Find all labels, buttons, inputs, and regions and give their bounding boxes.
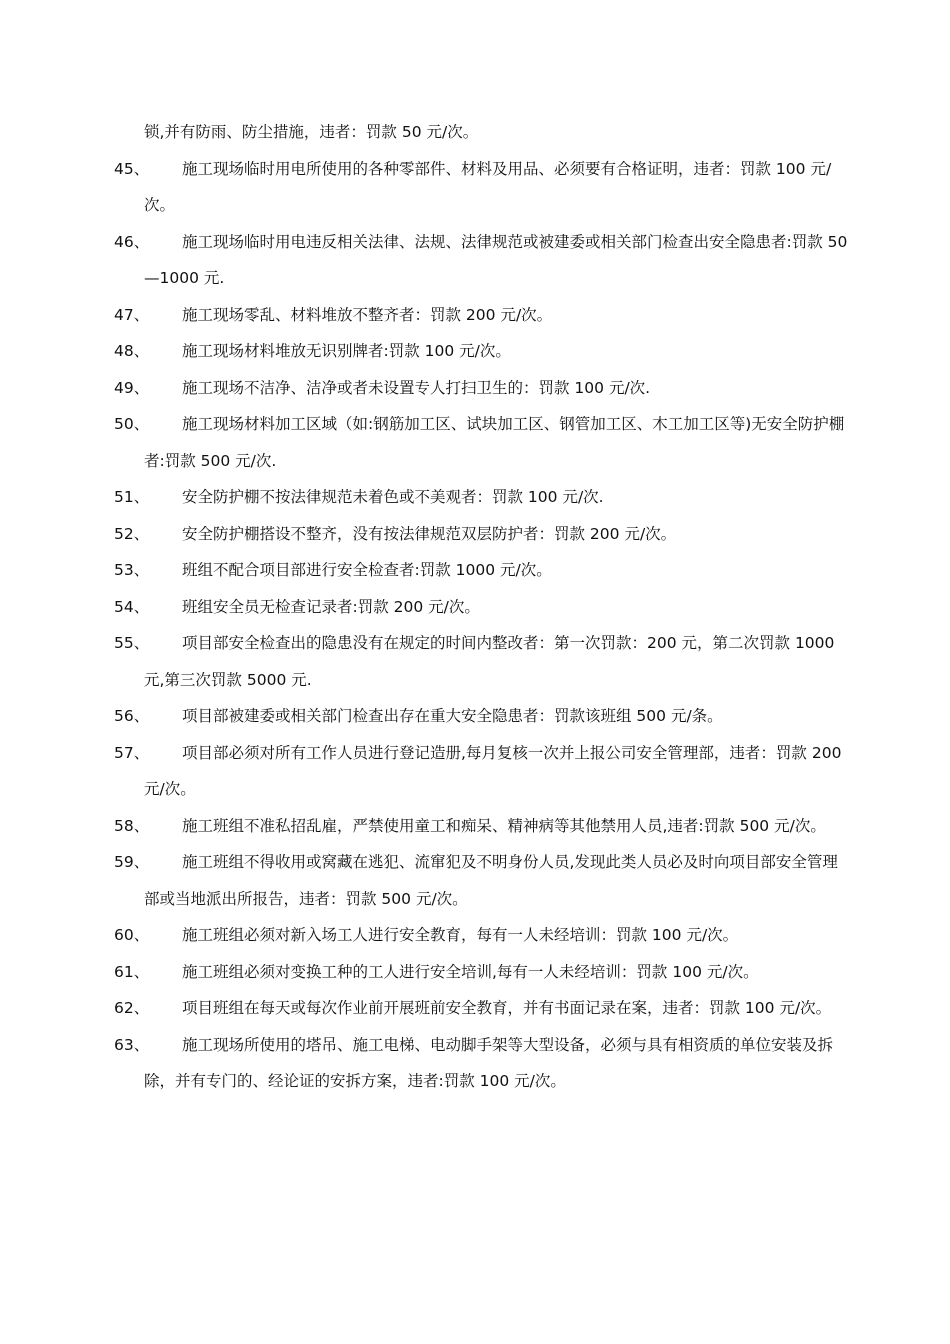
item-number: 61、 xyxy=(114,962,150,981)
item-text: 施工班组不得收用或窝藏在逃犯、流窜犯及不明身份人员,发现此类人员必及时向项目部安全管理部或当地派出所报告，违者：罚款 500 元/次。 xyxy=(144,853,838,908)
list-item xyxy=(114,516,852,553)
list-item xyxy=(114,844,852,917)
item-text: 班组安全员无检查记录者:罚款 200 元/次。 xyxy=(182,597,480,616)
item-text: 施工班组必须对变换工种的工人进行安全培训,每有一人未经培训：罚款 100 元/次。 xyxy=(182,962,759,981)
item-text: 施工现场不洁净、洁净或者未设置专人打扫卫生的：罚款 100 元/次. xyxy=(182,378,651,397)
item-number: 58、 xyxy=(114,816,150,835)
item-number: 49、 xyxy=(114,378,150,397)
list-item xyxy=(114,698,852,735)
list-item xyxy=(114,990,852,1027)
item-text: 施工现场材料堆放无识别牌者:罚款 100 元/次。 xyxy=(182,342,511,360)
list-item xyxy=(114,151,852,224)
list-item xyxy=(114,954,852,991)
list-item xyxy=(114,333,852,370)
item-number: 45、 xyxy=(114,159,150,178)
list-item xyxy=(114,224,852,297)
item-number: 52、 xyxy=(114,524,150,543)
item-text: 项目班组在每天或每次作业前开展班前安全教育，并有书面记录在案，违者：罚款 100 元/次。 xyxy=(182,999,832,1017)
list-item xyxy=(114,589,852,626)
list-item xyxy=(114,479,852,516)
item-number: 48、 xyxy=(114,342,150,360)
rules-list xyxy=(114,151,852,1100)
item-text: 施工现场临时用电违反相关法律、法规、法律规范或被建委或相关部门检查出安全隐患者:罚款 50—1000 元. xyxy=(144,232,848,287)
item-number: 56、 xyxy=(114,707,150,725)
item-text: 施工现场临时用电所使用的各种零部件、材料及用品、必须要有合格证明，违者：罚款 100 元/次。 xyxy=(144,159,832,214)
item-text: 安全防护棚不按法律规范未着色或不美观者：罚款 100 元/次. xyxy=(182,488,604,506)
item-number: 60、 xyxy=(114,926,150,944)
item-number: 46、 xyxy=(114,232,150,251)
list-item xyxy=(114,625,852,698)
list-item xyxy=(114,808,852,845)
item-number: 50、 xyxy=(114,415,150,433)
item-number: 62、 xyxy=(114,999,150,1017)
item-number: 63、 xyxy=(114,1035,150,1054)
continuation-paragraph: 锁,并有防雨、防尘措施，违者：罚款 50 元/次。 xyxy=(144,123,479,141)
item-text: 项目部必须对所有工作人员进行登记造册,每月复核一次并上报公司安全管理部，违者：罚款 200 元/次。 xyxy=(144,743,847,798)
list-item xyxy=(114,1027,852,1100)
item-number: 55、 xyxy=(114,634,150,652)
document-body xyxy=(114,114,852,1100)
item-text: 安全防护棚搭设不整齐，没有按法律规范双层防护者：罚款 200 元/次。 xyxy=(182,524,677,543)
item-number: 54、 xyxy=(114,597,150,616)
item-text: 班组不配合项目部进行安全检查者:罚款 1000 元/次。 xyxy=(182,561,552,579)
item-text: 施工班组不准私招乱雇，严禁使用童工和痴呆、精神病等其他禁用人员,违者:罚款 500 元/次。 xyxy=(182,816,826,835)
list-item xyxy=(114,552,852,589)
list-item xyxy=(114,370,852,407)
list-item xyxy=(114,735,852,808)
item-text: 施工现场零乱、材料堆放不整齐者：罚款 200 元/次。 xyxy=(182,305,553,324)
list-item xyxy=(114,406,852,479)
item-text: 施工班组必须对新入场工人进行安全教育，每有一人未经培训：罚款 100 元/次。 xyxy=(182,926,739,944)
list-item xyxy=(114,297,852,334)
item-text: 项目部安全检查出的隐患没有在规定的时间内整改者：第一次罚款：200 元，第二次罚款 1000 元,第三次罚款 5000 元. xyxy=(144,634,840,689)
item-number: 47、 xyxy=(114,305,150,324)
item-text: 施工现场所使用的塔吊、施工电梯、电动脚手架等大型设备，必须与具有相资质的单位安装及拆除，并有专门的、经论证的安拆方案，违者:罚款 100 元/次。 xyxy=(144,1035,834,1090)
item-text: 项目部被建委或相关部门检查出存在重大安全隐患者：罚款该班组 500 元/条。 xyxy=(182,707,723,725)
item-number: 57、 xyxy=(114,743,150,762)
list-item xyxy=(114,917,852,954)
item-number: 59、 xyxy=(114,853,150,871)
item-number: 51、 xyxy=(114,488,150,506)
item-number: 53、 xyxy=(114,561,150,579)
item-text: 施工现场材料加工区域（如:钢筋加工区、试块加工区、钢管加工区、木工加工区等)无安全防护棚者:罚款 500 元/次. xyxy=(144,415,845,470)
